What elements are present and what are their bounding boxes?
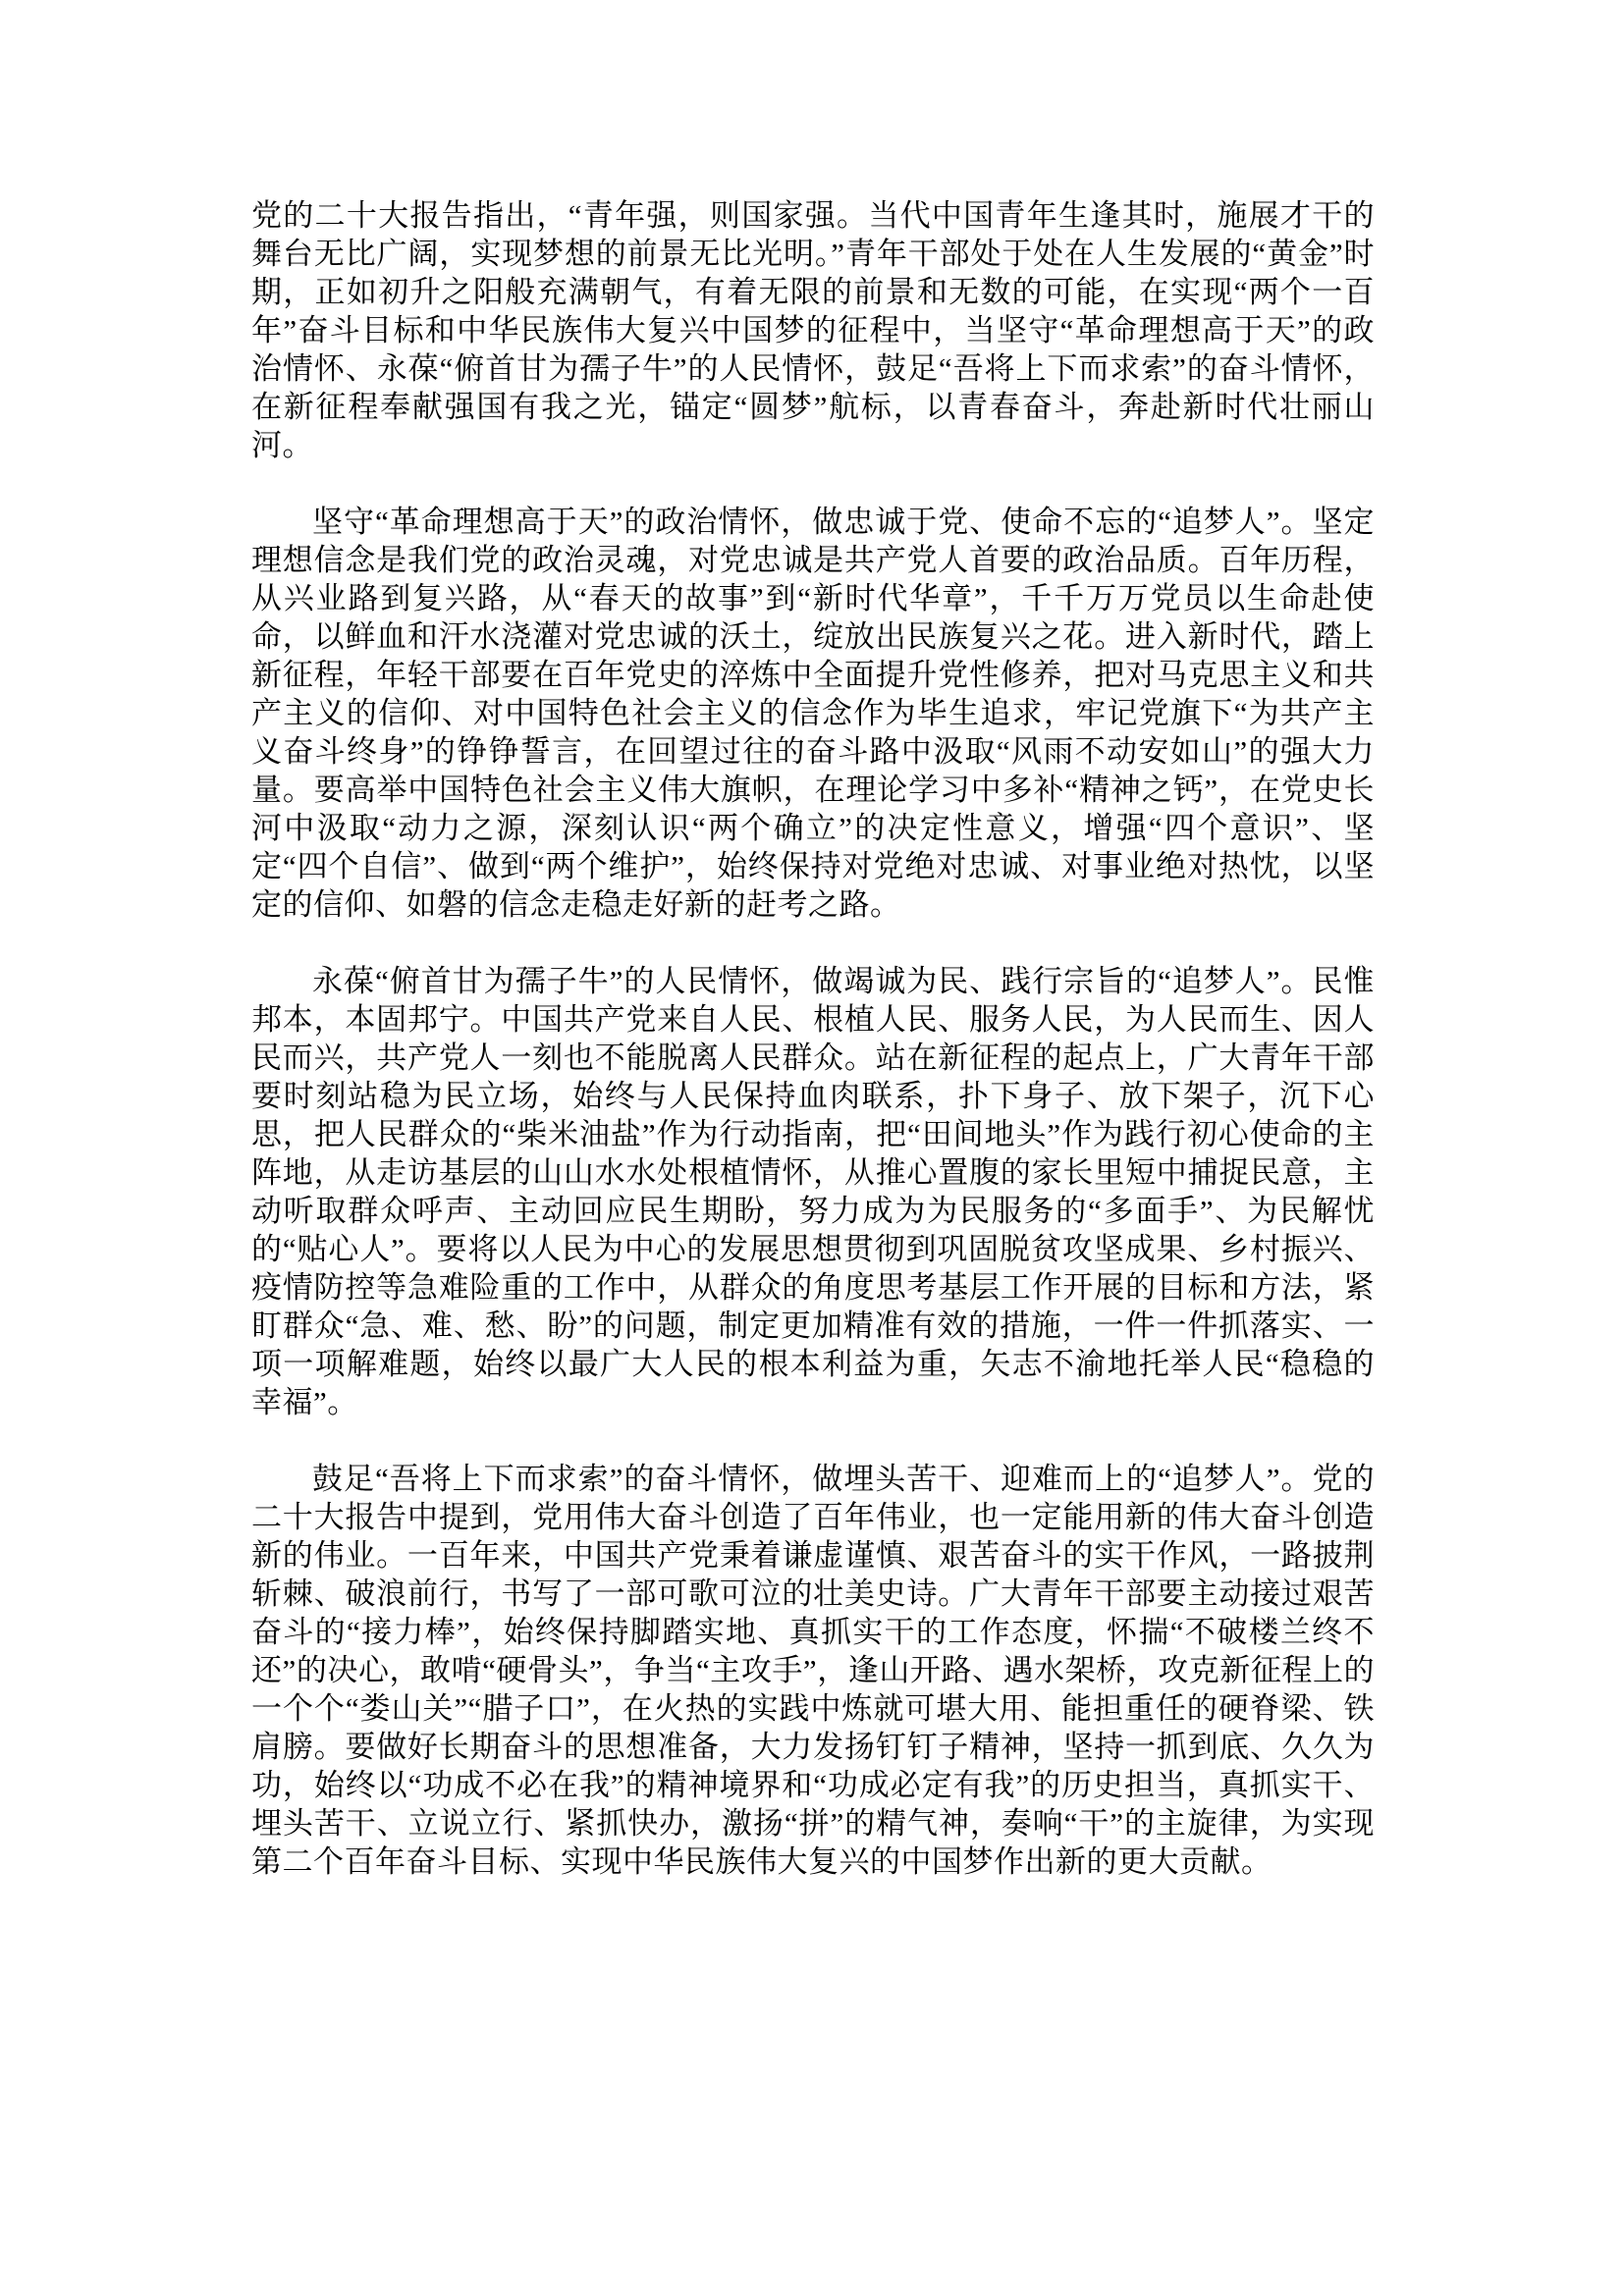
paragraph-intro: 党的二十大报告指出，“青年强，则国家强。当代中国青年生逢其时，施展才干的舞台无比广阔，实现梦想的前景无比光明。”青年干部处于处在人生发展的“黄金”时期，正如初升之阳般充满朝气，有着无限的前景和无数的可能，在实现“两个一百年”奋斗目标和中华民族伟大复兴中国梦的征程中，当坚守“革命理想高于天”的政治情怀、永葆“俯首甘为孺子牛”的人民情怀，鼓足“吾将上下而求索”的奋斗情怀，在新征程奉献强国有我之光，锚定“圆梦”航标，以青春奋斗，奔赴新时代壮丽山河。 xyxy=(251,198,1375,462)
paragraph-political-sentiment: 坚守“革命理想高于天”的政治情怀，做忠诚于党、使命不忘的“追梦人”。坚定理想信念是我们党的政治灵魂，对党忠诚是共产党人首要的政治品质。百年历程，从兴业路到复兴路，从“春天的故事”到“新时代华章”，千千万万党员以生命赴使命，以鲜血和汗水浇灌对党忠诚的沃土，绽放出民族复兴之花。进入新时代，踏上新征程，年轻干部要在百年党史的淬炼中全面提升党性修养，把对马克思主义和共产主义的信仰、对中国特色社会主义的信念作为毕生追求，牢记党旗下“为共产主义奋斗终身”的铮铮誓言，在回望过往的奋斗路中汲取“风雨不动安如山”的强大力量。要高举中国特色社会主义伟大旗帜，在理论学习中多补“精神之钙”，在党史长河中汲取“动力之源，深刻认识“两个确立”的决定性意义，增强“四个意识”、坚定“四个自信”、做到“两个维护”，始终保持对党绝对忠诚、对事业绝对热忱，以坚定的信仰、如磐的信念走稳走好新的赶考之路。 xyxy=(251,505,1375,922)
document-body xyxy=(251,196,1375,1881)
paragraph-people-sentiment: 永葆“俯首甘为孺子牛”的人民情怀，做竭诚为民、践行宗旨的“追梦人”。民惟邦本，本固邦宁。中国共产党来自人民、根植人民、服务人民，为人民而生、因人民而兴，共产党人一刻也不能脱离人民群众。站在新征程的起点上，广大青年干部要时刻站稳为民立场，始终与人民保持血肉联系，扑下身子、放下架子，沉下心思，把人民群众的“柴米油盐”作为行动指南，把“田间地头”作为践行初心使命的主阵地，从走访基层的山山水水处根植情怀，从推心置腹的家长里短中捕捉民意，主动听取群众呼声、主动回应民生期盼，努力成为为民服务的“多面手”、为民解忧的“贴心人”。要将以人民为中心的发展思想贯彻到巩固脱贫攻坚成果、乡村振兴、疫情防控等急难险重的工作中，从群众的角度思考基层工作开展的目标和方法，紧盯群众“急、难、愁、盼”的问题，制定更加精准有效的措施，一件一件抓落实、一项一项解难题，始终以最广大人民的根本利益为重，矢志不渝地托举人民“稳稳的幸福”。 xyxy=(251,964,1375,1419)
paragraph-struggle-sentiment: 鼓足“吾将上下而求索”的奋斗情怀，做埋头苦干、迎难而上的“追梦人”。党的二十大报告中提到，党用伟大奋斗创造了百年伟业，也一定能用新的伟大奋斗创造新的伟业。一百年来，中国共产党秉着谦虚谨慎、艰苦奋斗的实干作风，一路披荆斩棘、破浪前行，书写了一部可歌可泣的壮美史诗。广大青年干部要主动接过艰苦奋斗的“接力棒”，始终保持脚踏实地、真抓实干的工作态度，怀揣“不破楼兰终不还”的决心，敢啃“硬骨头”，争当“主攻手”，逢山开路、遇水架桥，攻克新征程上的一个个“娄山关”“腊子口”，在火热的实践中炼就可堪大用、能担重任的硬脊梁、铁肩膀。要做好长期奋斗的思想准备，大力发扬钉钉子精神，坚持一抓到底、久久为功，始终以“功成不必在我”的精神境界和“功成必定有我”的历史担当，真抓实干、埋头苦干、立说立行、紧抓快办，激扬“拼”的精气神，奏响“干”的主旋律，为实现第二个百年奋斗目标、实现中华民族伟大复兴的中国梦作出新的更大贡献。 xyxy=(251,1462,1375,1879)
